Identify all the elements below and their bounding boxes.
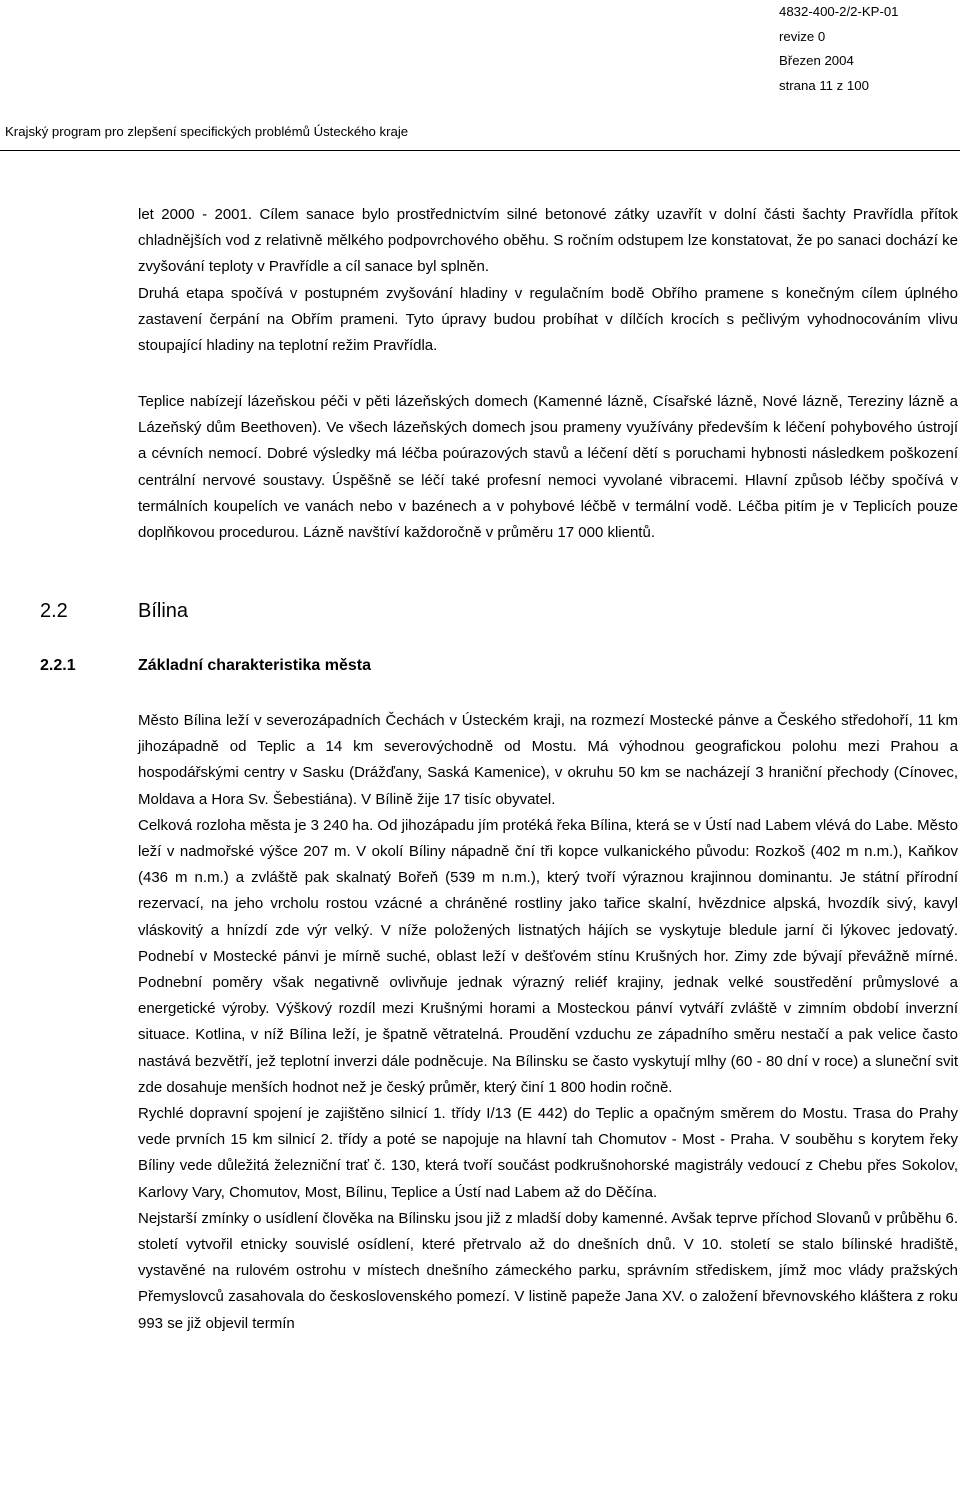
document-date: Březen 2004	[779, 53, 854, 68]
section-heading	[40, 600, 188, 623]
document-code: 4832-400-2/2-KP-01	[779, 4, 899, 19]
paragraph: Teplice nabízejí lázeňskou péči v pěti lázeňských domech (Kamenné lázně, Císařské lázně, Nové lázně, Tereziny lázně a Lázeňský dům Beethoven). Ve všech lázeňských domech jsou prameny využívány především k léčení pohybového ústrojí a cévních nemocí. Dobré výsledky má léčba poúrazových stavů a léčení dětí s poruchami hybnosti následkem poškození centrální nervové soustavy. Úspěšně se léčí také profesní nemoci vyvolané vibracemi. Hlavní způsob léčby spočívá v termálních koupelích ve vanách nebo v bazénech a v pohybové léčbě v termální vodě. Léčba pitím je v Teplicích pouze doplňkovou procedurou. Lázně navštíví každoročně v průměru 17 000 klientů.	[138, 393, 958, 542]
header-divider	[0, 150, 960, 151]
subsection-heading	[40, 657, 371, 675]
subsection-number: 2.2.1	[40, 657, 76, 674]
paragraph: Druhá etapa spočívá v postupném zvyšování hladiny v regulačním bodě Obřího pramene s konečným cílem úplného zastavení čerpání na Obřím prameni. Tyto úpravy budou probíhat v dílčích krocích s pečlivým vyhodnocováním vlivu stoupající hladiny na teplotní režim Pravřídla.	[138, 284, 958, 355]
revision: revize 0	[779, 28, 826, 44]
program-title: Krajský program pro zlepšení specifických problémů Ústeckého kraje	[5, 124, 409, 139]
header-meta	[779, 0, 899, 98]
paragraph: let 2000 - 2001. Cílem sanace bylo prostřednictvím silné betonové zátky uzavřít v dolní části šachty Pravřídla přítok chladnějších vod z relativně mělkého podpovrchového oběhu. S ročním odstupem lze konstatovat, že po sanaci dochází ke zvyšování teploty v Pravřídle a cíl sanace byl splněn.	[138, 206, 958, 276]
section-title: Bílina	[138, 600, 189, 622]
paragraph: Celková rozloha města je 3 240 ha. Od jihozápadu jím protéká řeka Bílina, která se v Ústí nad Labem vlévá do Labe. Město leží v nadmořské výšce 207 m. V okolí Bíliny nápadně ční tři kopce vulkanického původu: Rozkoš (402 m n.m.), Kaňkov (436 m n.m.) a zvláště pak skalnatý Bořeň (539 m n.m.), který tvoří výraznou krajinnou dominantu. Je státní přírodní rezervací, na jeho vrcholu rostou vzácné a chráněné rostliny jako tařice skalní, hvězdnice alpská, hvozdík sivý, kavyl vláskovitý a hnízdí zde výr velký. V níže položených listnatých hájích se vyskytuje bledule jarní či lýkovec jedovatý. Podnebí v Mostecké pánvi je mírně suché, oblast leží v dešťovém stínu Krušných hor. Zimy zde bývají převážně mírné. Podnební poměry však negativně ovlivňuje jednak výrazný reliéf krajiny, jednak velké soustředění průmyslové a energetické výroby. Výškový rozdíl mezi Krušnými horami a Mosteckou pánví vytváří zvláště v zimním období inverzní situace. Kotlina, v níž Bílina leží, je špatně větratelná. Proudění vzduchu ze západního směru nestačí a pak velice často nastává bezvětří, jež teplotní inverzi dále podněcuje. Na Bílinsku se často vyskytují mlhy (60 - 80 dní v roce) a sluneční svit zde dosahuje menších hodnot než je český průměr, který činí 1 800 hodin ročně.	[138, 816, 958, 1096]
paragraph: Město Bílina leží v severozápadních Čechách v Ústeckém kraji, na rozmezí Mostecké pánve a Českého středohoří, 11 km jihozápadně od Teplic a 14 km severovýchodně od Mostu. Má výhodnou geografickou polohu mezi Prahou a hospodářskými centry v Sasku (Drážďany, Saská Kamenice), v okruhu 50 km se nacházejí 3 hraniční přechody (Cínovec, Moldava a Hora Sv. Šebestiána). V Bílině žije 17 tisíc obyvatel.	[138, 712, 958, 808]
text-block-sanace	[138, 202, 958, 359]
text-block-lazne	[138, 389, 958, 546]
page-number: strana 11 z 100	[779, 77, 869, 93]
paragraph: Rychlé dopravní spojení je zajištěno silnicí 1. třídy I/13 (E 442) do Teplic a opačným směrem do Mostu. Trasa do Prahy vede prvních 15 km silnicí 2. třídy a poté se napojuje na hlavní tah Chomutov - Most - Praha. V souběhu s korytem řeky Bíliny vede důležitá železniční trať č. 130, která tvoří součást podkrušnohorské magistrály vedoucí z Chebu přes Sokolov, Karlovy Vary, Chomutov, Most, Bílinu, Teplice a Ústí nad Labem až do Děčína.	[138, 1105, 958, 1201]
paragraph: Nejstarší zmínky o usídlení člověka na Bílinsku jsou již z mladší doby kamenné. Avšak teprve příchod Slovanů v průběhu 6. století vytvořil etnicky souvislé osídlení, které přetrvalo až do dnešních dnů. V 10. století se stalo bílinské hradiště, vystavěné na rulovém ostrohu v místech dnešního zámeckého parku, správním střediskem, jímž moc vlády pražských Přemyslovců zasahovala do československého pomezí. V listině papeže Jana XV. o založení břevnovského kláštera z roku 993 se již objevil termín	[138, 1209, 958, 1332]
subsection-title: Základní charakteristika města	[138, 657, 372, 674]
text-block-bilina	[138, 708, 958, 1337]
section-number: 2.2	[40, 600, 68, 622]
